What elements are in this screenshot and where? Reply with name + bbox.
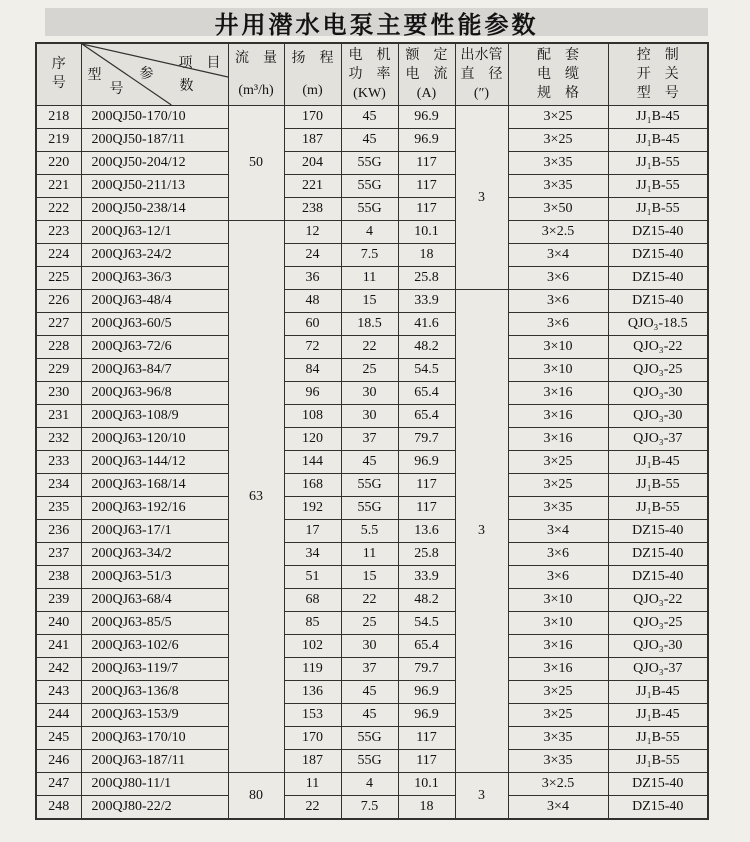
serial-cell: 230 bbox=[36, 382, 81, 405]
serial-cell: 220 bbox=[36, 152, 81, 175]
table-row bbox=[36, 589, 708, 612]
switch-cell: JJ₁B-55 bbox=[608, 198, 708, 221]
cable-cell: 3×25 bbox=[508, 704, 608, 727]
power-cell: 11 bbox=[341, 267, 398, 290]
header-param-char1: 参 bbox=[139, 67, 154, 82]
switch-cell: JJ₁B-45 bbox=[608, 704, 708, 727]
head-cell: 153 bbox=[284, 704, 341, 727]
head-cell: 60 bbox=[284, 313, 341, 336]
switch-cell: DZ15-40 bbox=[608, 773, 708, 796]
title-band bbox=[45, 8, 708, 39]
model-cell: 200QJ63-170/10 bbox=[81, 727, 228, 750]
serial-cell: 238 bbox=[36, 566, 81, 589]
serial-cell: 219 bbox=[36, 129, 81, 152]
serial-cell: 243 bbox=[36, 681, 81, 704]
model-cell: 200QJ63-36/3 bbox=[81, 267, 228, 290]
current-cell: 33.9 bbox=[398, 566, 455, 589]
current-cell: 79.7 bbox=[398, 428, 455, 451]
head-cell: 68 bbox=[284, 589, 341, 612]
header-cable-line2: 电 缆 bbox=[537, 66, 579, 82]
serial-cell: 242 bbox=[36, 658, 81, 681]
model-cell: 200QJ63-60/5 bbox=[81, 313, 228, 336]
head-cell: 34 bbox=[284, 543, 341, 566]
switch-cell: QJO₃-30 bbox=[608, 382, 708, 405]
current-cell: 96.9 bbox=[398, 681, 455, 704]
head-cell: 24 bbox=[284, 244, 341, 267]
cable-cell: 3×6 bbox=[508, 290, 608, 313]
current-cell: 10.1 bbox=[398, 221, 455, 244]
switch-cell: QJO₃-25 bbox=[608, 359, 708, 382]
model-cell: 200QJ50-204/12 bbox=[81, 152, 228, 175]
head-cell: 108 bbox=[284, 405, 341, 428]
table-row bbox=[36, 474, 708, 497]
power-cell: 45 bbox=[341, 681, 398, 704]
serial-cell: 233 bbox=[36, 451, 81, 474]
switch-cell: JJ₁B-55 bbox=[608, 497, 708, 520]
flow-cell: 63 bbox=[228, 221, 284, 773]
table-row bbox=[36, 290, 708, 313]
current-cell: 18 bbox=[398, 796, 455, 820]
header-outlet-line1: 出水管 bbox=[460, 47, 503, 63]
header-head-unit: (m) bbox=[302, 82, 323, 98]
current-cell: 54.5 bbox=[398, 612, 455, 635]
power-cell: 30 bbox=[341, 405, 398, 428]
head-cell: 96 bbox=[284, 382, 341, 405]
table-row bbox=[36, 497, 708, 520]
header-model-char2: 号 bbox=[109, 82, 124, 97]
serial-cell: 236 bbox=[36, 520, 81, 543]
serial-cell: 222 bbox=[36, 198, 81, 221]
current-cell: 117 bbox=[398, 727, 455, 750]
switch-cell: QJO₃-18.5 bbox=[608, 313, 708, 336]
model-cell: 200QJ63-144/12 bbox=[81, 451, 228, 474]
cable-cell: 3×35 bbox=[508, 727, 608, 750]
model-cell: 200QJ63-72/6 bbox=[81, 336, 228, 359]
current-cell: 117 bbox=[398, 497, 455, 520]
switch-cell: QJO₃-37 bbox=[608, 428, 708, 451]
cable-cell: 3×25 bbox=[508, 451, 608, 474]
model-cell: 200QJ63-168/14 bbox=[81, 474, 228, 497]
model-cell: 200QJ63-48/4 bbox=[81, 290, 228, 313]
power-cell: 55G bbox=[341, 497, 398, 520]
head-cell: 102 bbox=[284, 635, 341, 658]
head-cell: 187 bbox=[284, 750, 341, 773]
switch-cell: JJ₁B-55 bbox=[608, 727, 708, 750]
power-cell: 5.5 bbox=[341, 520, 398, 543]
switch-cell: JJ₁B-45 bbox=[608, 129, 708, 152]
switch-cell: JJ₁B-55 bbox=[608, 750, 708, 773]
page-title: 井用潜水电泵主要性能参数 bbox=[214, 12, 539, 39]
table-row bbox=[36, 658, 708, 681]
power-cell: 4 bbox=[341, 773, 398, 796]
cable-cell: 3×16 bbox=[508, 405, 608, 428]
head-cell: 144 bbox=[284, 451, 341, 474]
power-cell: 37 bbox=[341, 428, 398, 451]
model-cell: 200QJ63-136/8 bbox=[81, 681, 228, 704]
serial-cell: 226 bbox=[36, 290, 81, 313]
header-model-param-diagonal bbox=[81, 43, 228, 106]
switch-cell: DZ15-40 bbox=[608, 267, 708, 290]
cable-cell: 3×4 bbox=[508, 796, 608, 820]
table-row bbox=[36, 221, 708, 244]
cable-cell: 3×25 bbox=[508, 129, 608, 152]
head-cell: 136 bbox=[284, 681, 341, 704]
cable-cell: 3×35 bbox=[508, 152, 608, 175]
cable-cell: 3×6 bbox=[508, 267, 608, 290]
switch-cell: JJ₁B-45 bbox=[608, 681, 708, 704]
serial-cell: 245 bbox=[36, 727, 81, 750]
header-power-line2: 功 率 bbox=[348, 66, 391, 82]
switch-cell: JJ₁B-55 bbox=[608, 175, 708, 198]
header-outlet-unit: (″) bbox=[473, 85, 490, 101]
header-control-switch bbox=[608, 43, 708, 106]
model-cell: 200QJ63-24/2 bbox=[81, 244, 228, 267]
head-cell: 22 bbox=[284, 796, 341, 820]
current-cell: 96.9 bbox=[398, 129, 455, 152]
model-cell: 200QJ63-192/16 bbox=[81, 497, 228, 520]
switch-cell: DZ15-40 bbox=[608, 543, 708, 566]
current-cell: 10.1 bbox=[398, 773, 455, 796]
head-cell: 48 bbox=[284, 290, 341, 313]
power-cell: 45 bbox=[341, 451, 398, 474]
serial-cell: 247 bbox=[36, 773, 81, 796]
header-outlet-diameter bbox=[455, 43, 508, 106]
switch-cell: JJ₁B-55 bbox=[608, 152, 708, 175]
power-cell: 45 bbox=[341, 106, 398, 129]
table-row bbox=[36, 681, 708, 704]
power-cell: 55G bbox=[341, 175, 398, 198]
head-cell: 85 bbox=[284, 612, 341, 635]
head-cell: 168 bbox=[284, 474, 341, 497]
header-power-line1: 电 机 bbox=[348, 47, 391, 63]
table-row bbox=[36, 175, 708, 198]
switch-cell: DZ15-40 bbox=[608, 796, 708, 820]
current-cell: 25.8 bbox=[398, 267, 455, 290]
table-row bbox=[36, 451, 708, 474]
cable-cell: 3×35 bbox=[508, 750, 608, 773]
table-body bbox=[36, 106, 708, 820]
model-cell: 200QJ63-34/2 bbox=[81, 543, 228, 566]
head-cell: 170 bbox=[284, 727, 341, 750]
header-row bbox=[36, 43, 708, 106]
serial-cell: 239 bbox=[36, 589, 81, 612]
model-cell: 200QJ63-96/8 bbox=[81, 382, 228, 405]
current-cell: 117 bbox=[398, 152, 455, 175]
current-cell: 96.9 bbox=[398, 451, 455, 474]
current-cell: 33.9 bbox=[398, 290, 455, 313]
switch-cell: DZ15-40 bbox=[608, 566, 708, 589]
power-cell: 15 bbox=[341, 566, 398, 589]
current-cell: 54.5 bbox=[398, 359, 455, 382]
cable-cell: 3×10 bbox=[508, 589, 608, 612]
current-cell: 96.9 bbox=[398, 106, 455, 129]
header-head-label: 扬 程 bbox=[291, 51, 334, 66]
cable-cell: 3×25 bbox=[508, 106, 608, 129]
table-row bbox=[36, 704, 708, 727]
header-outlet-line2: 直 径 bbox=[460, 66, 503, 82]
cable-cell: 3×10 bbox=[508, 336, 608, 359]
serial-cell: 244 bbox=[36, 704, 81, 727]
serial-cell: 240 bbox=[36, 612, 81, 635]
serial-cell: 237 bbox=[36, 543, 81, 566]
table-row bbox=[36, 635, 708, 658]
table-row bbox=[36, 796, 708, 820]
table-row bbox=[36, 773, 708, 796]
header-rated-current bbox=[398, 43, 455, 106]
diagonal-divider-lines bbox=[82, 44, 228, 105]
power-cell: 15 bbox=[341, 290, 398, 313]
current-cell: 65.4 bbox=[398, 382, 455, 405]
power-cell: 4 bbox=[341, 221, 398, 244]
header-item-label: 项 目 bbox=[178, 56, 221, 71]
switch-cell: DZ15-40 bbox=[608, 290, 708, 313]
current-cell: 65.4 bbox=[398, 405, 455, 428]
serial-cell: 224 bbox=[36, 244, 81, 267]
power-cell: 55G bbox=[341, 750, 398, 773]
model-cell: 200QJ50-170/10 bbox=[81, 106, 228, 129]
current-cell: 117 bbox=[398, 175, 455, 198]
header-current-line2: 电 流 bbox=[405, 66, 448, 82]
serial-cell: 246 bbox=[36, 750, 81, 773]
power-cell: 30 bbox=[341, 635, 398, 658]
current-cell: 117 bbox=[398, 198, 455, 221]
power-cell: 55G bbox=[341, 198, 398, 221]
power-cell: 45 bbox=[341, 129, 398, 152]
cable-cell: 3×35 bbox=[508, 497, 608, 520]
serial-cell: 241 bbox=[36, 635, 81, 658]
table-row bbox=[36, 750, 708, 773]
serial-cell: 221 bbox=[36, 175, 81, 198]
model-cell: 200QJ50-211/13 bbox=[81, 175, 228, 198]
power-cell: 7.5 bbox=[341, 244, 398, 267]
serial-cell: 218 bbox=[36, 106, 81, 129]
outlet-cell: 3 bbox=[455, 106, 508, 290]
power-cell: 37 bbox=[341, 658, 398, 681]
current-cell: 48.2 bbox=[398, 589, 455, 612]
head-cell: 119 bbox=[284, 658, 341, 681]
table-row bbox=[36, 543, 708, 566]
current-cell: 25.8 bbox=[398, 543, 455, 566]
cable-cell: 3×6 bbox=[508, 313, 608, 336]
power-cell: 55G bbox=[341, 474, 398, 497]
power-cell: 45 bbox=[341, 704, 398, 727]
serial-cell: 225 bbox=[36, 267, 81, 290]
model-cell: 200QJ63-68/4 bbox=[81, 589, 228, 612]
header-motor-power bbox=[341, 43, 398, 106]
table-row bbox=[36, 359, 708, 382]
switch-cell: DZ15-40 bbox=[608, 244, 708, 267]
power-cell: 25 bbox=[341, 612, 398, 635]
switch-cell: QJO₃-30 bbox=[608, 635, 708, 658]
header-cable-line1: 配 套 bbox=[537, 47, 579, 63]
switch-cell: QJO₃-22 bbox=[608, 336, 708, 359]
model-cell: 200QJ63-84/7 bbox=[81, 359, 228, 382]
header-cable-spec bbox=[508, 43, 608, 106]
flow-cell: 80 bbox=[228, 773, 284, 820]
current-cell: 18 bbox=[398, 244, 455, 267]
cable-cell: 3×16 bbox=[508, 635, 608, 658]
cable-cell: 3×10 bbox=[508, 359, 608, 382]
serial-cell: 234 bbox=[36, 474, 81, 497]
power-cell: 55G bbox=[341, 727, 398, 750]
header-current-unit: (A) bbox=[416, 85, 437, 101]
header-flow-unit: (m³/h) bbox=[238, 82, 274, 98]
model-cell: 200QJ63-153/9 bbox=[81, 704, 228, 727]
header-switch-line3: 型 号 bbox=[636, 85, 679, 101]
serial-cell: 248 bbox=[36, 796, 81, 820]
current-cell: 96.9 bbox=[398, 704, 455, 727]
table-row bbox=[36, 198, 708, 221]
table-row bbox=[36, 566, 708, 589]
cable-cell: 3×16 bbox=[508, 382, 608, 405]
model-cell: 200QJ63-119/7 bbox=[81, 658, 228, 681]
header-current-line1: 额 定 bbox=[405, 47, 448, 63]
cable-cell: 3×6 bbox=[508, 543, 608, 566]
power-cell: 7.5 bbox=[341, 796, 398, 820]
model-cell: 200QJ63-102/6 bbox=[81, 635, 228, 658]
cable-cell: 3×50 bbox=[508, 198, 608, 221]
switch-cell: QJO₃-25 bbox=[608, 612, 708, 635]
head-cell: 36 bbox=[284, 267, 341, 290]
head-cell: 12 bbox=[284, 221, 341, 244]
current-cell: 48.2 bbox=[398, 336, 455, 359]
serial-cell: 231 bbox=[36, 405, 81, 428]
table-row bbox=[36, 612, 708, 635]
switch-cell: JJ₁B-55 bbox=[608, 474, 708, 497]
table-row bbox=[36, 152, 708, 175]
model-cell: 200QJ80-22/2 bbox=[81, 796, 228, 820]
head-cell: 192 bbox=[284, 497, 341, 520]
head-cell: 11 bbox=[284, 773, 341, 796]
cable-cell: 3×16 bbox=[508, 428, 608, 451]
current-cell: 117 bbox=[398, 750, 455, 773]
header-serial-line2: 号 bbox=[51, 75, 66, 91]
power-cell: 22 bbox=[341, 336, 398, 359]
cable-cell: 3×2.5 bbox=[508, 773, 608, 796]
switch-cell: QJO₃-37 bbox=[608, 658, 708, 681]
serial-cell: 228 bbox=[36, 336, 81, 359]
header-serial bbox=[36, 43, 81, 106]
header-switch-line1: 控 制 bbox=[636, 47, 679, 63]
power-cell: 18.5 bbox=[341, 313, 398, 336]
table-row bbox=[36, 336, 708, 359]
table-row bbox=[36, 520, 708, 543]
head-cell: 238 bbox=[284, 198, 341, 221]
header-model-char1: 型 bbox=[87, 68, 102, 83]
outlet-cell: 3 bbox=[455, 773, 508, 820]
serial-cell: 232 bbox=[36, 428, 81, 451]
model-cell: 200QJ50-187/11 bbox=[81, 129, 228, 152]
head-cell: 72 bbox=[284, 336, 341, 359]
serial-cell: 235 bbox=[36, 497, 81, 520]
pump-parameters-table bbox=[35, 42, 709, 820]
table-row bbox=[36, 267, 708, 290]
header-param-char2: 数 bbox=[179, 79, 194, 94]
model-cell: 200QJ63-85/5 bbox=[81, 612, 228, 635]
current-cell: 79.7 bbox=[398, 658, 455, 681]
header-power-unit: (KW) bbox=[353, 85, 386, 101]
table-row bbox=[36, 313, 708, 336]
header-switch-line2: 开 关 bbox=[636, 66, 679, 82]
current-cell: 117 bbox=[398, 474, 455, 497]
header-cable-line3: 规 格 bbox=[537, 85, 579, 101]
cable-cell: 3×35 bbox=[508, 175, 608, 198]
cable-cell: 3×4 bbox=[508, 520, 608, 543]
power-cell: 11 bbox=[341, 543, 398, 566]
switch-cell: QJO₃-30 bbox=[608, 405, 708, 428]
model-cell: 200QJ63-108/9 bbox=[81, 405, 228, 428]
cable-cell: 3×16 bbox=[508, 658, 608, 681]
table-row bbox=[36, 405, 708, 428]
serial-cell: 229 bbox=[36, 359, 81, 382]
power-cell: 30 bbox=[341, 382, 398, 405]
cable-cell: 3×25 bbox=[508, 681, 608, 704]
cable-cell: 3×6 bbox=[508, 566, 608, 589]
model-cell: 200QJ63-187/11 bbox=[81, 750, 228, 773]
head-cell: 17 bbox=[284, 520, 341, 543]
cable-cell: 3×2.5 bbox=[508, 221, 608, 244]
table-row bbox=[36, 382, 708, 405]
table-row bbox=[36, 129, 708, 152]
model-cell: 200QJ63-51/3 bbox=[81, 566, 228, 589]
switch-cell: JJ₁B-45 bbox=[608, 106, 708, 129]
header-head bbox=[284, 43, 341, 106]
model-cell: 200QJ63-120/10 bbox=[81, 428, 228, 451]
serial-cell: 227 bbox=[36, 313, 81, 336]
head-cell: 51 bbox=[284, 566, 341, 589]
table-row bbox=[36, 727, 708, 750]
switch-cell: JJ₁B-45 bbox=[608, 451, 708, 474]
switch-cell: DZ15-40 bbox=[608, 221, 708, 244]
head-cell: 84 bbox=[284, 359, 341, 382]
cable-cell: 3×10 bbox=[508, 612, 608, 635]
flow-cell: 50 bbox=[228, 106, 284, 221]
head-cell: 187 bbox=[284, 129, 341, 152]
model-cell: 200QJ63-17/1 bbox=[81, 520, 228, 543]
cable-cell: 3×25 bbox=[508, 474, 608, 497]
serial-cell: 223 bbox=[36, 221, 81, 244]
power-cell: 22 bbox=[341, 589, 398, 612]
model-cell: 200QJ80-11/1 bbox=[81, 773, 228, 796]
power-cell: 25 bbox=[341, 359, 398, 382]
head-cell: 120 bbox=[284, 428, 341, 451]
head-cell: 221 bbox=[284, 175, 341, 198]
header-flow-label: 流 量 bbox=[235, 51, 277, 66]
current-cell: 41.6 bbox=[398, 313, 455, 336]
model-cell: 200QJ50-238/14 bbox=[81, 198, 228, 221]
current-cell: 65.4 bbox=[398, 635, 455, 658]
table-row bbox=[36, 106, 708, 129]
head-cell: 204 bbox=[284, 152, 341, 175]
power-cell: 55G bbox=[341, 152, 398, 175]
cable-cell: 3×4 bbox=[508, 244, 608, 267]
table-row bbox=[36, 244, 708, 267]
model-cell: 200QJ63-12/1 bbox=[81, 221, 228, 244]
current-cell: 13.6 bbox=[398, 520, 455, 543]
switch-cell: QJO₃-22 bbox=[608, 589, 708, 612]
header-serial-line1: 序 bbox=[51, 56, 66, 72]
outlet-cell: 3 bbox=[455, 290, 508, 773]
switch-cell: DZ15-40 bbox=[608, 520, 708, 543]
header-flow bbox=[228, 43, 284, 106]
table-row bbox=[36, 428, 708, 451]
head-cell: 170 bbox=[284, 106, 341, 129]
